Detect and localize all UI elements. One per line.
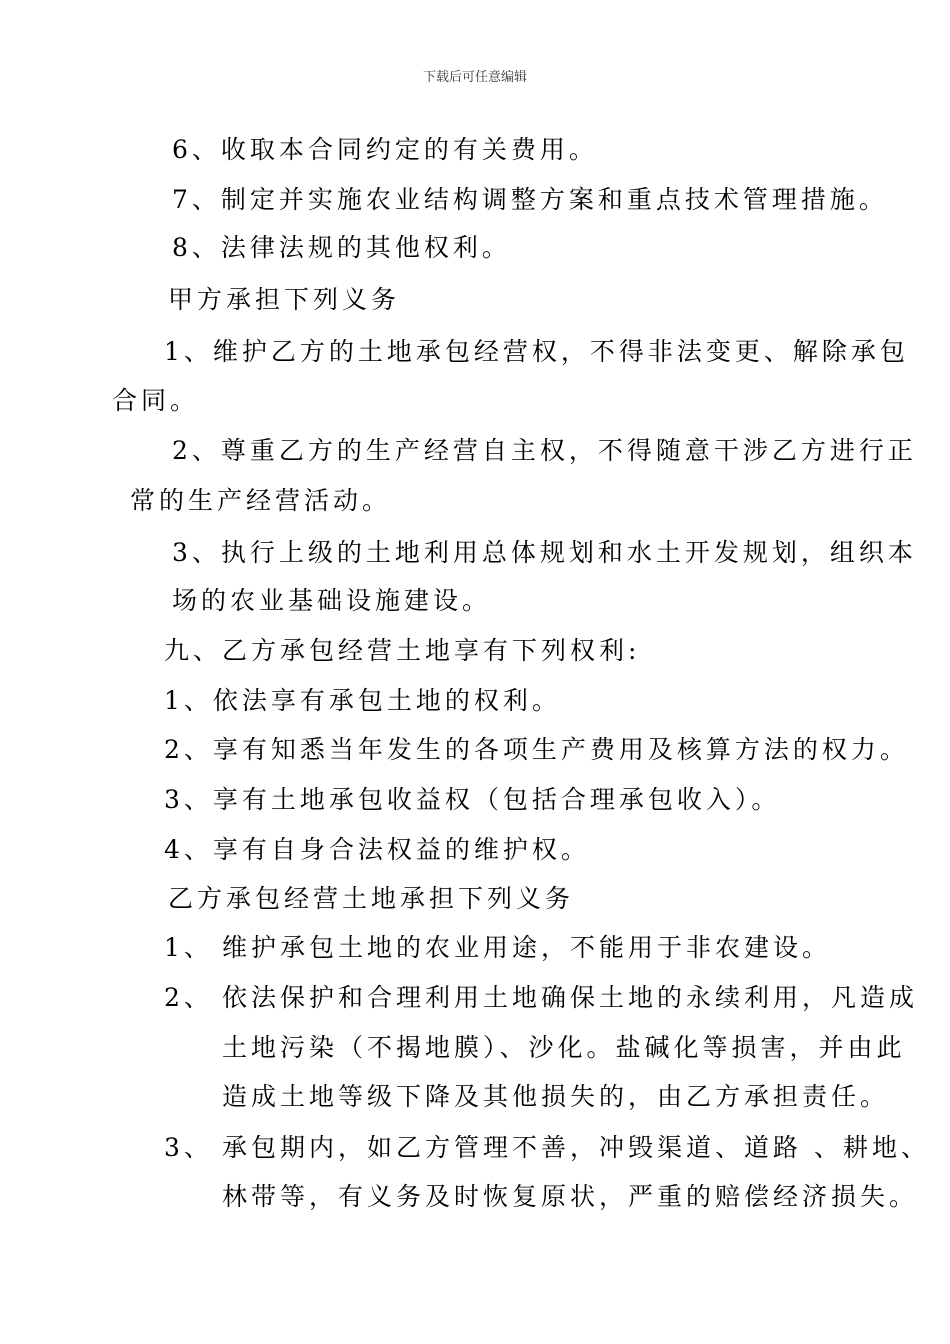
- item-6-fees: 6、收取本合同约定的有关费用。: [172, 135, 598, 164]
- a-obligation-3-line-2: 场的农业基础设施建设。: [172, 586, 492, 615]
- page-header: 下载后可任意编辑: [422, 70, 527, 85]
- a-obligation-2-line-1: 2、尊重乙方的生产经营自主权，不得随意干涉乙方进行正: [172, 436, 917, 465]
- section-party-b-obligations: 乙方承包经营土地承担下列义务: [168, 884, 575, 913]
- b-obligation-2-line-2: 土地污染（不揭地膜）、沙化。盐碱化等损害，并由此: [222, 1033, 906, 1062]
- b-obligation-1-line-1: 维护承包土地的农业用途，不能用于非农建设。: [222, 933, 832, 962]
- item-8-other-rights: 8、法律法规的其他权利。: [172, 233, 511, 262]
- a-obligation-3-line-1: 3、执行上级的土地利用总体规划和水土开发规划，组织本: [172, 538, 917, 567]
- b-right-4: 4、享有自身合法权益的维护权。: [164, 835, 590, 864]
- b-obligation-1-number: 1、: [164, 933, 213, 962]
- b-obligation-3-line-1: 承包期内，如乙方管理不善，冲毁渠道、道路 、耕地、: [222, 1133, 930, 1162]
- b-obligation-2-number: 2、: [164, 983, 213, 1012]
- section-party-a-obligations: 甲方承担下列义务: [168, 285, 401, 314]
- b-right-1: 1、依法享有承包土地的权利。: [164, 686, 561, 715]
- b-obligation-3-number: 3、: [164, 1133, 213, 1162]
- a-obligation-1-line-1: 1、维护乙方的土地承包经营权，不得非法变更、解除承包: [164, 337, 909, 366]
- section-nine-party-b-rights: 九、乙方承包经营土地享有下列权利:: [164, 636, 641, 665]
- b-obligation-3-line-2: 林带等，有义务及时恢复原状，严重的赔偿经济损失。: [222, 1182, 919, 1211]
- b-obligation-2-line-3: 造成土地等级下降及其他损失的，由乙方承担责任。: [222, 1082, 890, 1111]
- item-7-measures: 7、制定并实施农业结构调整方案和重点技术管理措施。: [172, 185, 888, 214]
- a-obligation-1-line-2: 合同。: [112, 386, 200, 415]
- b-obligation-2-line-1: 依法保护和合理利用土地确保土地的永续利用，凡造成: [222, 983, 919, 1012]
- b-right-2: 2、享有知悉当年发生的各项生产费用及核算方法的权力。: [164, 735, 909, 764]
- a-obligation-2-line-2: 常的生产经营活动。: [130, 486, 392, 515]
- b-right-3: 3、享有土地承包收益权（包括合理承包收入）。: [164, 785, 781, 814]
